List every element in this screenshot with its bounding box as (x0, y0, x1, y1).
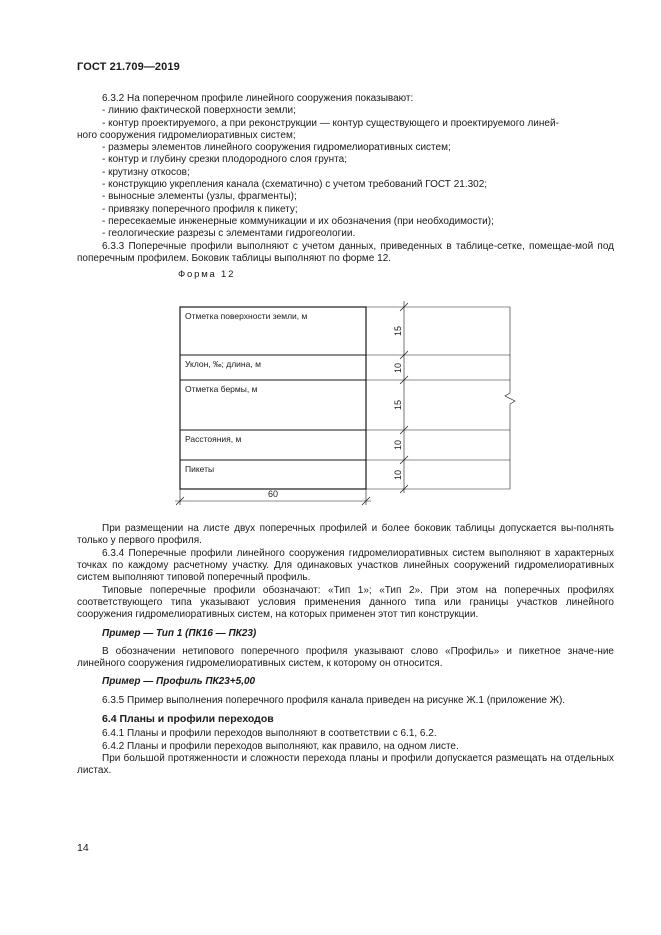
row-label: Уклон, ‰; длина, м (185, 359, 261, 370)
list-item: - контур и глубину срезки плодородного слоя грунта; (102, 154, 347, 166)
row-height-dim: 10 (393, 440, 403, 451)
form-title: Форма 12 (178, 269, 236, 281)
list-item: - размеры элементов линейного сооружения гидромелиоративных систем; (102, 142, 451, 154)
document-header: ГОСТ 21.709—2019 (77, 61, 180, 73)
row-label: Отметка бермы, м (185, 384, 258, 395)
form-12-table (77, 265, 614, 523)
body-paragraph: При большой протяженности и сложности перехода планы и профили допускается размещать на отдельных листах. (77, 752, 614, 777)
section-6-4-1: 6.4.1 Планы и профили переходов выполняют в соответствии с 6.1, 6.2. (102, 728, 437, 740)
row-height-dim: 15 (393, 400, 403, 411)
form-table-frame (180, 307, 366, 489)
example-profile: Пример — Профиль ПК23+5,00 (102, 676, 256, 688)
list-item: - привязку поперечного профиля к пикету; (102, 203, 298, 215)
section-6-4-2: 6.4.2 Планы и профили переходов выполняют, как правило, на одном листе. (102, 740, 459, 752)
row-height-dim: 10 (393, 363, 403, 374)
list-item: - пересекаемые инженерные коммуникации и их обозначения (при необходимости); (102, 215, 494, 227)
section-6-3-4: 6.3.4 Поперечные профили линейного сооружения гидромелиоративных систем выполняют в характерных точках по каждому расчетному участку. Для одинаковых участков линейных сооружений гидромелиоративных систем выполняют типовой поперечный профиль. (77, 547, 614, 584)
page-content (77, 93, 614, 778)
section-6-3-5: 6.3.5 Пример выполнения поперечного профиля канала приведен на рисунке Ж.1 (приложение Ж). (102, 694, 566, 706)
section-6-3-2-intro: 6.3.2 На поперечном профиле линейного сооружения показывают: (102, 93, 414, 104)
row-label: Пикеты (185, 464, 215, 475)
list-item: - геологические разрезы с элементами гидрогеологии. (102, 228, 356, 240)
row-label: Отметка поверхности земли, м (185, 311, 308, 322)
body-paragraph: Типовые поперечные профили обозначают: «Тип 1»; «Тип 2». При этом на поперечных профилях соответствующего типа указывают условия применения данного типа или границы участков линейного сооружения гидромелиоративных систем, на которых применен этот тип конструкции. (77, 584, 614, 621)
table-width-dim: 60 (267, 489, 279, 500)
list-item: - контур проектируемого, а при реконструкции — контур существующего и проектируемого линей- (102, 117, 559, 129)
list-item: - крутизну откосов; (102, 166, 190, 178)
form-12-block (77, 265, 614, 523)
page-number: 14 (77, 842, 89, 854)
list-item: - выносные элементы (узлы, фрагменты); (102, 191, 297, 203)
body-paragraph: В обозначении нетипового поперечного профиля указывают слово «Профиль» и пикетное значе-ние линейного сооружения гидромелиоративных систем, к которому он относится. (77, 645, 614, 670)
section-heading: 6.4 Планы и профили переходов (102, 713, 274, 726)
example-type: Пример — Тип 1 (ПК16 — ПК23) (102, 627, 257, 639)
list-item: - конструкцию укрепления канала (схематично) с учетом требований ГОСТ 21.302; (102, 179, 488, 191)
section-6-3-3: 6.3.3 Поперечные профили выполняют с учетом данных, приведенных в таблице-сетке, помещае-мой под поперечным профилем. Боковик таблицы выполняют по форме 12. (77, 240, 614, 264)
row-label: Расстояния, м (185, 434, 242, 445)
body-paragraph: При размещении на листе двух поперечных профилей и более боковик таблицы допускается вы-полнять только у первого профиля. (77, 523, 614, 547)
list-item-continuation: ного сооружения гидромелиоративных систем; (77, 129, 296, 141)
row-height-dim: 15 (393, 326, 403, 337)
break-symbol (505, 393, 515, 404)
row-height-dim: 10 (393, 470, 403, 481)
list-item: - линию фактической поверхности земли; (102, 105, 296, 117)
